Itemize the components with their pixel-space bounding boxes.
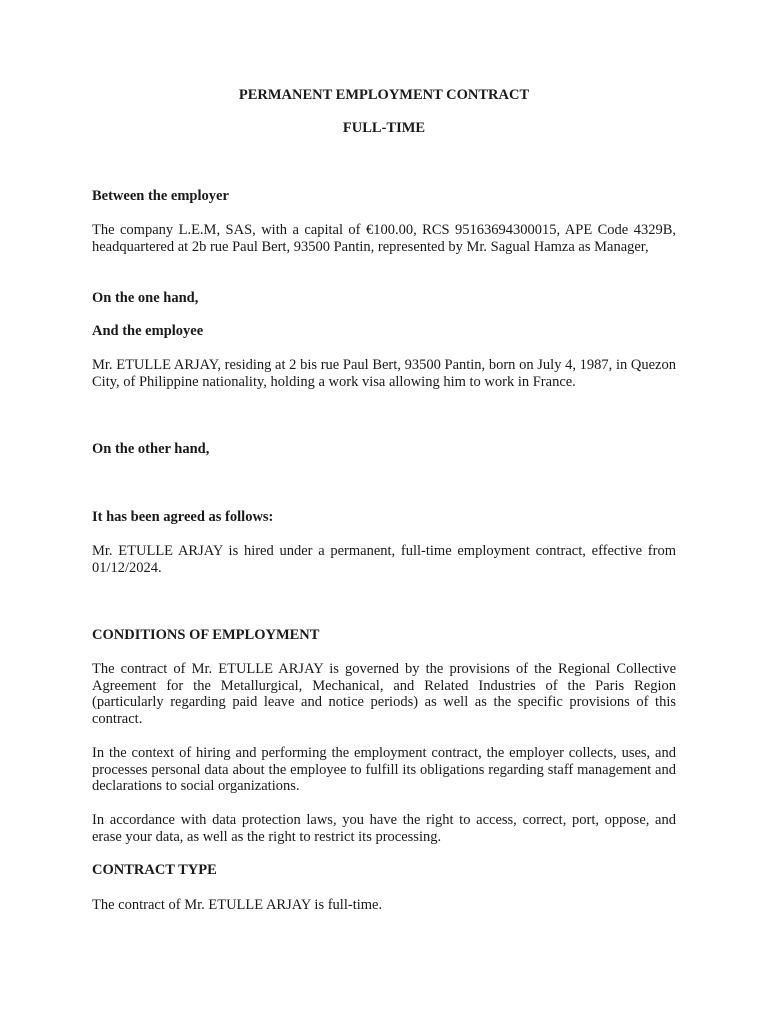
document-title: PERMANENT EMPLOYMENT CONTRACT bbox=[238, 87, 530, 103]
one-hand-label: On the one hand, bbox=[92, 290, 199, 306]
employer-heading: Between the employer bbox=[92, 188, 229, 204]
employee-paragraph: Mr. ETULLE ARJAY, residing at 2 bis rue Paul Bert, 93500 Pantin, born on July 4, 1987, in Quezon City, of Philippine nationality, holding a work visa allowing him to work in France. bbox=[92, 357, 676, 390]
employer-paragraph: The company L.E.M, SAS, with a capital of €100.00, RCS 95163694300015, APE Code 4329B, headquartered at 2b rue Paul Bert, 93500 Pantin, represented by Mr. Sagual Hamza as Manager, bbox=[92, 222, 676, 255]
other-hand-label: On the other hand, bbox=[92, 441, 210, 457]
conditions-paragraph-3: In accordance with data protection laws, you have the right to access, correct, port, oppose, and erase your data, as well as the right to restrict its processing. bbox=[92, 812, 676, 845]
document-subtitle: FULL-TIME bbox=[342, 120, 426, 136]
conditions-paragraph-2: In the context of hiring and performing the employment contract, the employer collects, uses, and processes personal data about the employee to fulfill its obligations regarding staff management and declarations to social organizations. bbox=[92, 745, 676, 795]
conditions-paragraph-1: The contract of Mr. ETULLE ARJAY is governed by the provisions of the Regional Collective Agreement for the Metallurgical, Mechanical, and Related Industries of the Paris Region (particularly regarding paid leave and notice periods) as well as the specific provisions of this contract. bbox=[92, 661, 676, 727]
employee-heading: And the employee bbox=[92, 323, 204, 339]
contract-type-heading: CONTRACT TYPE bbox=[92, 862, 217, 878]
agreed-heading: It has been agreed as follows: bbox=[92, 509, 274, 525]
agreed-paragraph: Mr. ETULLE ARJAY is hired under a permanent, full-time employment contract, effective from 01/12/2024. bbox=[92, 543, 676, 576]
conditions-heading: CONDITIONS OF EMPLOYMENT bbox=[92, 627, 320, 643]
contract-type-paragraph: The contract of Mr. ETULLE ARJAY is full-time. bbox=[92, 897, 383, 913]
